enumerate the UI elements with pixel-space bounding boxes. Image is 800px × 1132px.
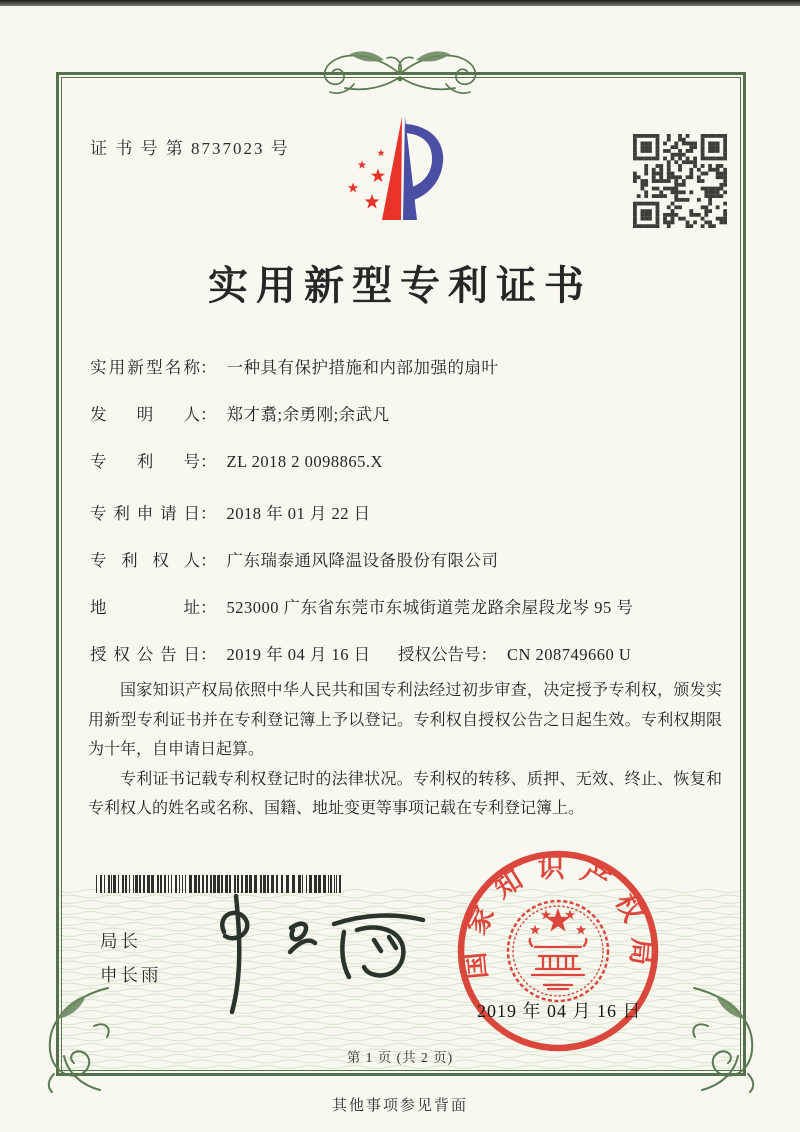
field-value: 523000 广东省东莞市东城街道莞龙路余屋段龙岑 95 号 bbox=[226, 598, 634, 617]
cnipa-logo-icon bbox=[332, 112, 472, 227]
field-value: 2018 年 01 月 22 日 bbox=[226, 504, 371, 523]
body-paragraph-1: 国家知识产权局依照中华人民共和国专利法经过初步审查，决定授予专利权，颁发实用新型专利证书并在专利登记簿上予以登记。专利权自授权公告之日起生效。专利权期限为十年，自申请日起算。 bbox=[88, 682, 722, 758]
commissioner-name: 申长雨 bbox=[100, 965, 162, 985]
field-value: 广东瑞泰通风降温设备股份有限公司 bbox=[226, 551, 499, 570]
field-colon: ： bbox=[200, 551, 217, 570]
field-colon: ： bbox=[200, 452, 217, 471]
field-label: 专利号 bbox=[90, 452, 200, 471]
field-row-address bbox=[90, 594, 633, 618]
back-note: 其他事项参见背面 bbox=[331, 1098, 468, 1114]
commissioner-title: 局长 bbox=[100, 931, 141, 951]
field-row-patentee bbox=[90, 547, 499, 571]
field-colon: ： bbox=[200, 645, 217, 664]
field-colon: ： bbox=[480, 645, 497, 664]
field-colon: ： bbox=[200, 405, 217, 424]
field-grant-publication-number bbox=[398, 641, 631, 665]
field-row-filing-date bbox=[90, 500, 371, 524]
field-label: 专利权人 bbox=[90, 551, 200, 570]
field-colon: ： bbox=[200, 598, 217, 617]
field-label: 实用新型名称 bbox=[90, 358, 200, 377]
field-label: 授权公告日 bbox=[90, 645, 200, 664]
field-value: 郑才翥;余勇刚;余武凡 bbox=[226, 405, 390, 424]
qr-code-icon bbox=[633, 134, 727, 228]
legal-text-block bbox=[88, 676, 722, 824]
field-colon: ： bbox=[200, 504, 217, 523]
seal-date: 2019 年 04 月 16 日 bbox=[477, 1001, 642, 1021]
field-value: 一种具有保护措施和内部加强的扇叶 bbox=[226, 358, 499, 377]
field-value: CN 208749660 U bbox=[507, 645, 632, 664]
field-label: 地址 bbox=[90, 598, 200, 617]
official-seal-icon bbox=[452, 845, 664, 1057]
field-label: 专利申请日 bbox=[90, 504, 200, 523]
commissioner-signature-icon bbox=[196, 880, 451, 1020]
certificate-title: 实用新型专利证书 bbox=[208, 263, 592, 308]
field-colon: ： bbox=[200, 358, 217, 377]
field-value: 2019 年 04 月 16 日 bbox=[226, 645, 371, 664]
page-indicator: 第 1 页 (共 2 页) bbox=[346, 1050, 454, 1065]
body-paragraph-2: 专利证书记载专利权登记时的法律状况。专利权的转移、质押、无效、终止、恢复和专利权人的姓名或名称、国籍、地址变更等事项记载在专利登记簿上。 bbox=[88, 770, 722, 817]
field-value: ZL 2018 2 0098865.X bbox=[226, 452, 383, 471]
commissioner-block bbox=[100, 924, 162, 992]
field-row-patent-number bbox=[90, 448, 383, 472]
field-label: 授权公告号 bbox=[398, 645, 481, 664]
field-row-inventors bbox=[90, 401, 390, 425]
seal-text: 国家知识产权局 bbox=[458, 852, 658, 981]
certificate-number: 证 书 号 第 8737023 号 bbox=[90, 139, 290, 158]
field-row-grant-date bbox=[90, 641, 632, 665]
field-label: 发明人 bbox=[90, 405, 200, 424]
field-row-utility-model-name bbox=[90, 354, 499, 378]
